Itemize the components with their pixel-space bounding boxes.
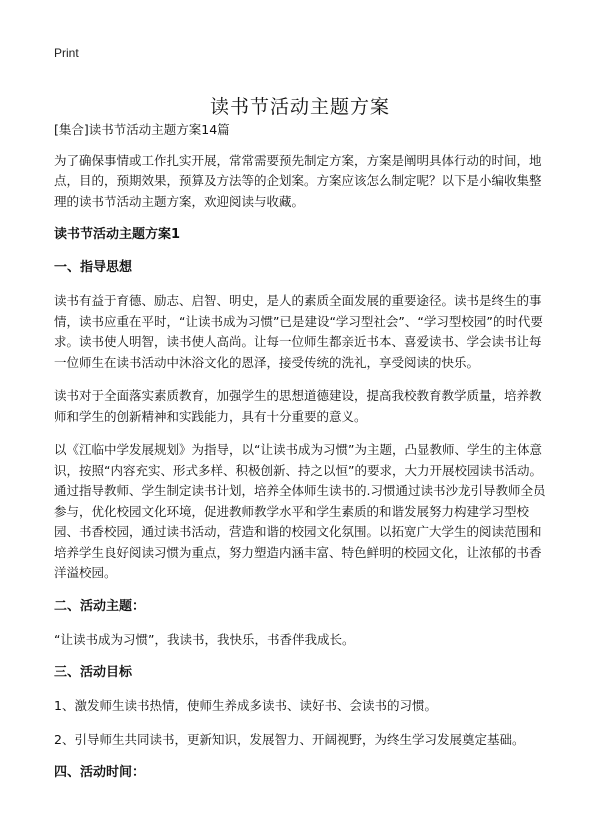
document-title: 读书节活动主题方案 (209, 95, 390, 118)
print-label: Print (54, 46, 79, 60)
plan-heading: 读书节活动主题方案1 (54, 227, 181, 242)
paragraph: 读书有益于育德、励志、启智、明史，是人的素质全面发展的重要途径。读书是终生的事情，读书应重在平时，“让读书成为习惯”已是建设“学习型社会”、“学习型校园”的时代要求。读书使人明智，读书使人高尚。让每一位师生都亲近书本、喜爱读书、学会读书让每一位师生在读书活动中沐浴文化的恩泽，接受传统的洗礼，享受阅读的快乐。 (54, 293, 543, 370)
section-heading-activity-theme: 二、活动主题： (54, 598, 146, 614)
paragraph: 读书对于全面落实素质教育，加强学生的思想道德建设，提高我校教育教学质量，培养教师和学生的创新精神和实践能力，具有十分重要的意义。 (54, 388, 542, 424)
document-subtitle: [集合]读书节活动主题方案14篇 (54, 122, 230, 137)
document-body (54, 120, 550, 796)
paragraph: 1、激发师生读书热情，使师生养成多读书、读好书、会读书的习惯。 (54, 698, 437, 713)
intro-paragraph: 为了确保事情或工作扎实开展，常常需要预先制定方案，方案是阐明具体行动的时间，地点，目的，预期效果，预算及方法等的企划案。方案应该怎么制定呢？以下是小编收集整理的读书节活动主题方案，欢迎阅读与收藏。 (54, 152, 542, 209)
section-heading-guiding-ideology: 一、指导思想 (54, 260, 133, 275)
paragraph: 2、引导师生共同读书，更新知识，发展智力、开阔视野，为终生学习发展奠定基础。 (54, 731, 525, 747)
section-heading-activity-goals: 三、活动目标 (54, 665, 133, 680)
paragraph: “让读书成为习惯”，我读书，我快乐，书香伴我成长。 (54, 631, 355, 647)
section-heading-activity-time: 四、活动时间： (54, 765, 146, 780)
paragraph: 以《江临中学发展规划》为指导，以“让读书成为习惯”为主题，凸显教师、学生的主体意识，按照“内容充实、形式多样、积极创新、持之以恒”的要求，大力开展校园读书活动。通过指导教师、学生制定读书计划，培养全体师生读书的.习惯通过读书沙龙引导教师全员参与，优化校园文化环境，促进教师教学水平和学生素质的和谐发展努力构建学习型校园、书香校园，通过读书活动，营造和谐的校园文化氛围。以拓宽广大学生的阅读范围和培养学生良好阅读习惯为重点，努力塑造内涵丰富、特色鲜明的校园文化，让浓郁的书香洋溢校园。 (54, 442, 546, 580)
